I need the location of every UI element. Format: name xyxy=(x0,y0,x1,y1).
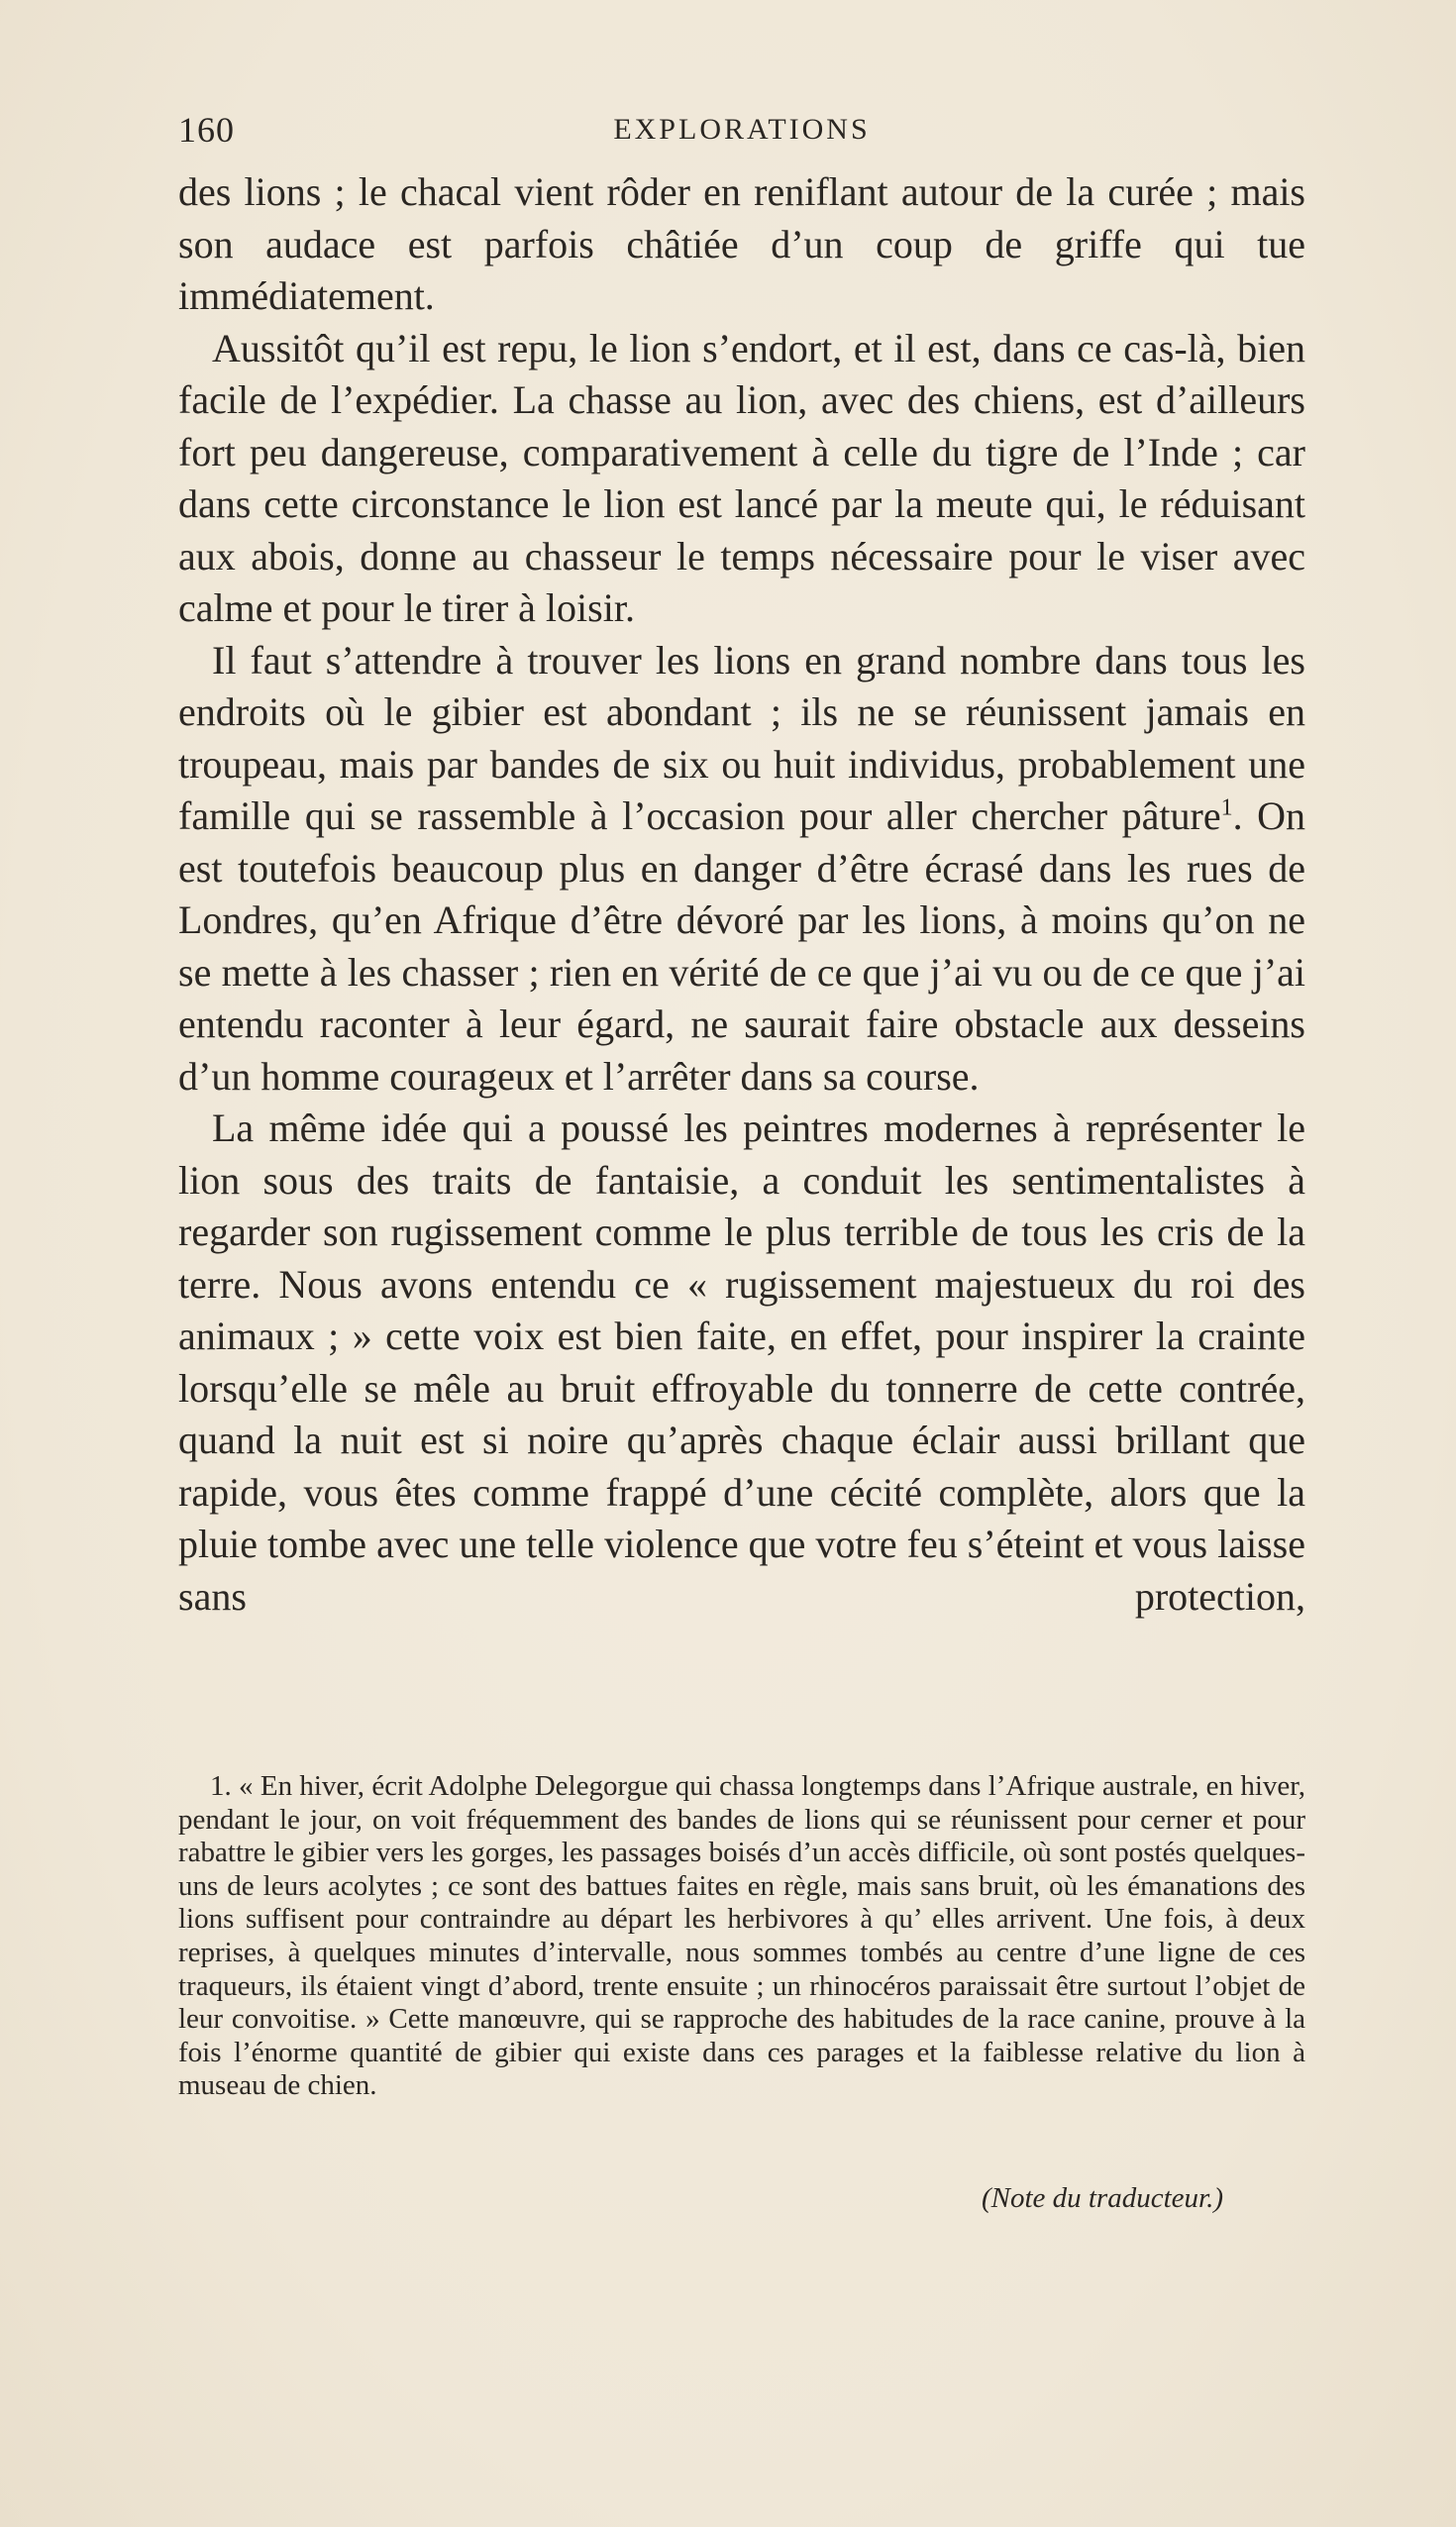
paragraph: La même idée qui a poussé les peintres modernes à représenter le lion sous des traits de fantaisie, a conduit les sentimentalistes à regarder son rugissement comme le plus terrible de tous les cris de la terre. Nous avons entendu ce « rugissement majestueux du roi des animaux ; » cette voix est bien faite, en effet, pour inspirer la crainte lorsqu’elle se mêle au bruit effroyable du tonnerre de cette contrée, quand la nuit est si noire qu’après chaque éclair aussi brillant que rapide, vous êtes comme frappé d’une cécité complète, alors que la pluie tombe avec une telle violence que votre feu s’éteint et vous laisse sans protection, xyxy=(178,1106,1305,1619)
footnote-marker: 1 xyxy=(1220,794,1233,821)
page-header xyxy=(178,109,1305,158)
paragraph-text: . On est toutefois beaucoup plus en danger d’être écrasé dans les rues de Londres, qu’en Afrique d’être dévoré par les lions, à moins qu’on ne se mette à les chasser ; rien en vérité de ce que j’ai vu ou de ce que j’ai entendu raconter à leur égard, ne saurait faire obstacle aux desseins d’un homme courageux et l’arrêter dans sa course. xyxy=(178,793,1305,1099)
paragraph: des lions ; le chacal vient rôder en reniflant autour de la curée ; mais son audace est parfois châtiée d’un coup de griffe qui tue immédiatement. xyxy=(178,169,1305,318)
paragraph xyxy=(178,635,1305,1104)
paragraph-text: Il faut s’attendre à trouver les lions en grand nombre dans tous les endroits où le gibier est abondant ; ils ne se réunissent jamais en troupeau, mais par bandes de six ou huit individus, probablement une famille qui se rassemble à l’occasion pour aller chercher pâture xyxy=(178,637,1305,838)
footnote-attribution: (Note du traducteur.) xyxy=(981,2182,1223,2214)
main-text xyxy=(178,166,1305,1623)
paragraph: Aussitôt qu’il est repu, le lion s’endort, et il est, dans ce cas-là, bien facile de l’expédier. La chasse au lion, avec des chiens, est d’ailleurs fort peu dangereuse, comparativement à celle du tigre de l’Inde ; car dans cette circonstance le lion est lancé par la meute qui, le réduisant aux abois, donne au chasseur le temps nécessaire pour le viser avec calme et pour le tirer à loisir. xyxy=(178,325,1305,630)
footnote-section xyxy=(178,1770,1305,2103)
footnote: 1. « En hiver, écrit Adolphe Delegorgue qui chassa longtemps dans l’Afrique australe, en hiver, pendant le jour, on voit fréquemment des bandes de lions qui se réunissent pour cerner et pour rabattre le gibier vers les gorges, les passages boisés d’un accès difficile, où sont postés quelques-uns de leurs acolytes ; ce sont des battues faites en règle, mais sans bruit, où les émanations des lions suffisent pour contraindre au départ les herbivores à qu’ elles arrivent. Une fois, à deux reprises, à quelques minutes d’intervalle, nous sommes tombés au centre d’une ligne de ces traqueurs, ils étaient vingt d’abord, trente ensuite ; un rhinocéros paraissait être surtout l’objet de leur convoitise. » Cette manœuvre, qui se rapproche des habitudes de la race canine, prouve à la fois l’énorme quantité de gibier qui existe dans ces parages et la faiblesse relative du lion à museau de chien. xyxy=(178,1770,1305,2102)
page-number: 160 xyxy=(178,110,235,150)
running-head: EXPLORATIONS xyxy=(613,113,871,146)
